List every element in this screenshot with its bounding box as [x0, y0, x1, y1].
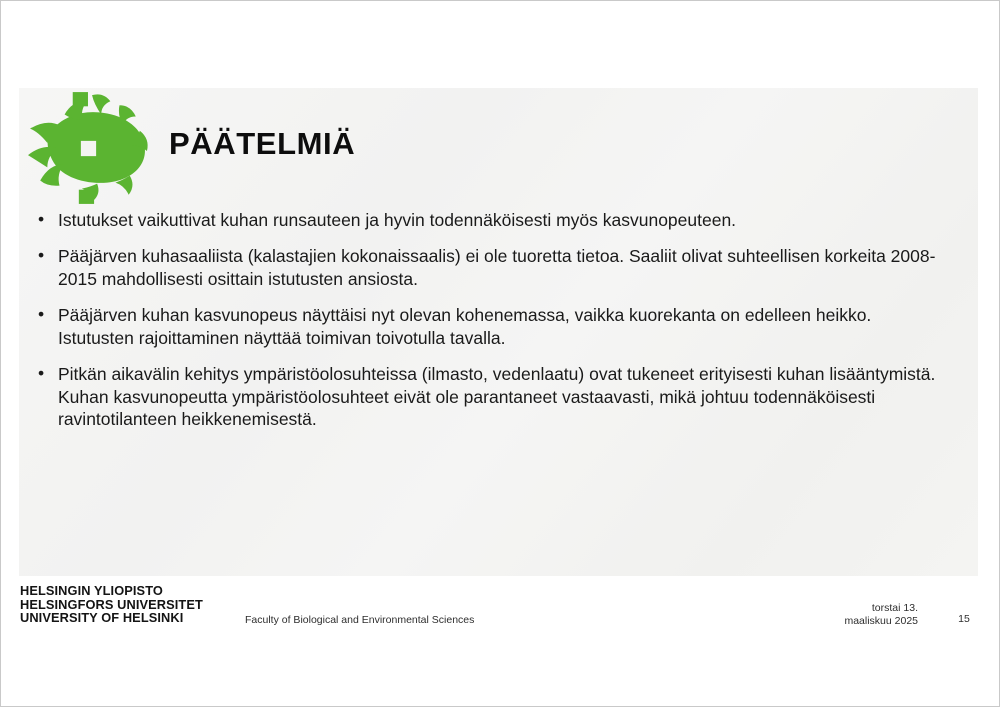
bullet-text: Pääjärven kuhan kasvunopeus näyttäisi nyt olevan kohenemassa, vaikka kuorekanta on edelleen heikko. Istutusten rajoittaminen näyttää toimivan toivotulla tavalla. — [58, 304, 872, 348]
bullet-text: Pääjärven kuhasaaliista (kalastajien kokonaissaalis) ei ole tuoretta tietoa. Saaliit olivat suhteellisen korkeita 2008-2015 mahdollisesti osittain istutusten ansiosta. — [58, 245, 936, 289]
bullet-icon: • — [38, 303, 45, 324]
slide-content-area — [19, 88, 978, 576]
bullet-item — [33, 304, 951, 350]
page-number: 15 — [958, 613, 970, 625]
date-line: maaliskuu 2025 — [844, 615, 918, 627]
date-label — [798, 602, 918, 628]
bullet-icon: • — [38, 209, 45, 229]
university-wordmark-line: UNIVERSITY OF HELSINKI — [20, 610, 184, 626]
university-wordmark-line: HELSINGIN YLIOPISTO — [20, 583, 163, 598]
university-wordmark — [20, 584, 203, 625]
bullet-text: Istutukset vaikuttivat kuhan runsauteen ja hyvin todennäköisesti myös kasvunopeuteen. — [58, 210, 737, 230]
bullet-list — [33, 209, 951, 444]
university-flame-logo-icon — [28, 92, 150, 204]
bullet-icon: • — [38, 244, 45, 265]
bullet-item — [33, 363, 951, 432]
bullet-icon: • — [38, 362, 45, 383]
slide-title: PÄÄTELMIÄ — [169, 126, 356, 161]
university-wordmark-line: HELSINGFORS UNIVERSITET — [20, 596, 203, 612]
bullet-item — [33, 209, 951, 232]
faculty-label: Faculty of Biological and Environmental Sciences — [245, 614, 475, 626]
bullet-item — [33, 245, 951, 291]
date-line: torstai 13. — [871, 602, 918, 614]
bullet-text: Pitkän aikavälin kehitys ympäristöolosuhteissa (ilmasto, vedenlaatu) ovat tukeneet erityisesti kuhan lisääntymistä. Kuhan kasvunopeutta ympäristöolosuhteet eivät ole parantaneet vastaavasti, mikä johtuu todennäköisesti ravintotilanteen heikkenemisestä. — [58, 363, 936, 430]
